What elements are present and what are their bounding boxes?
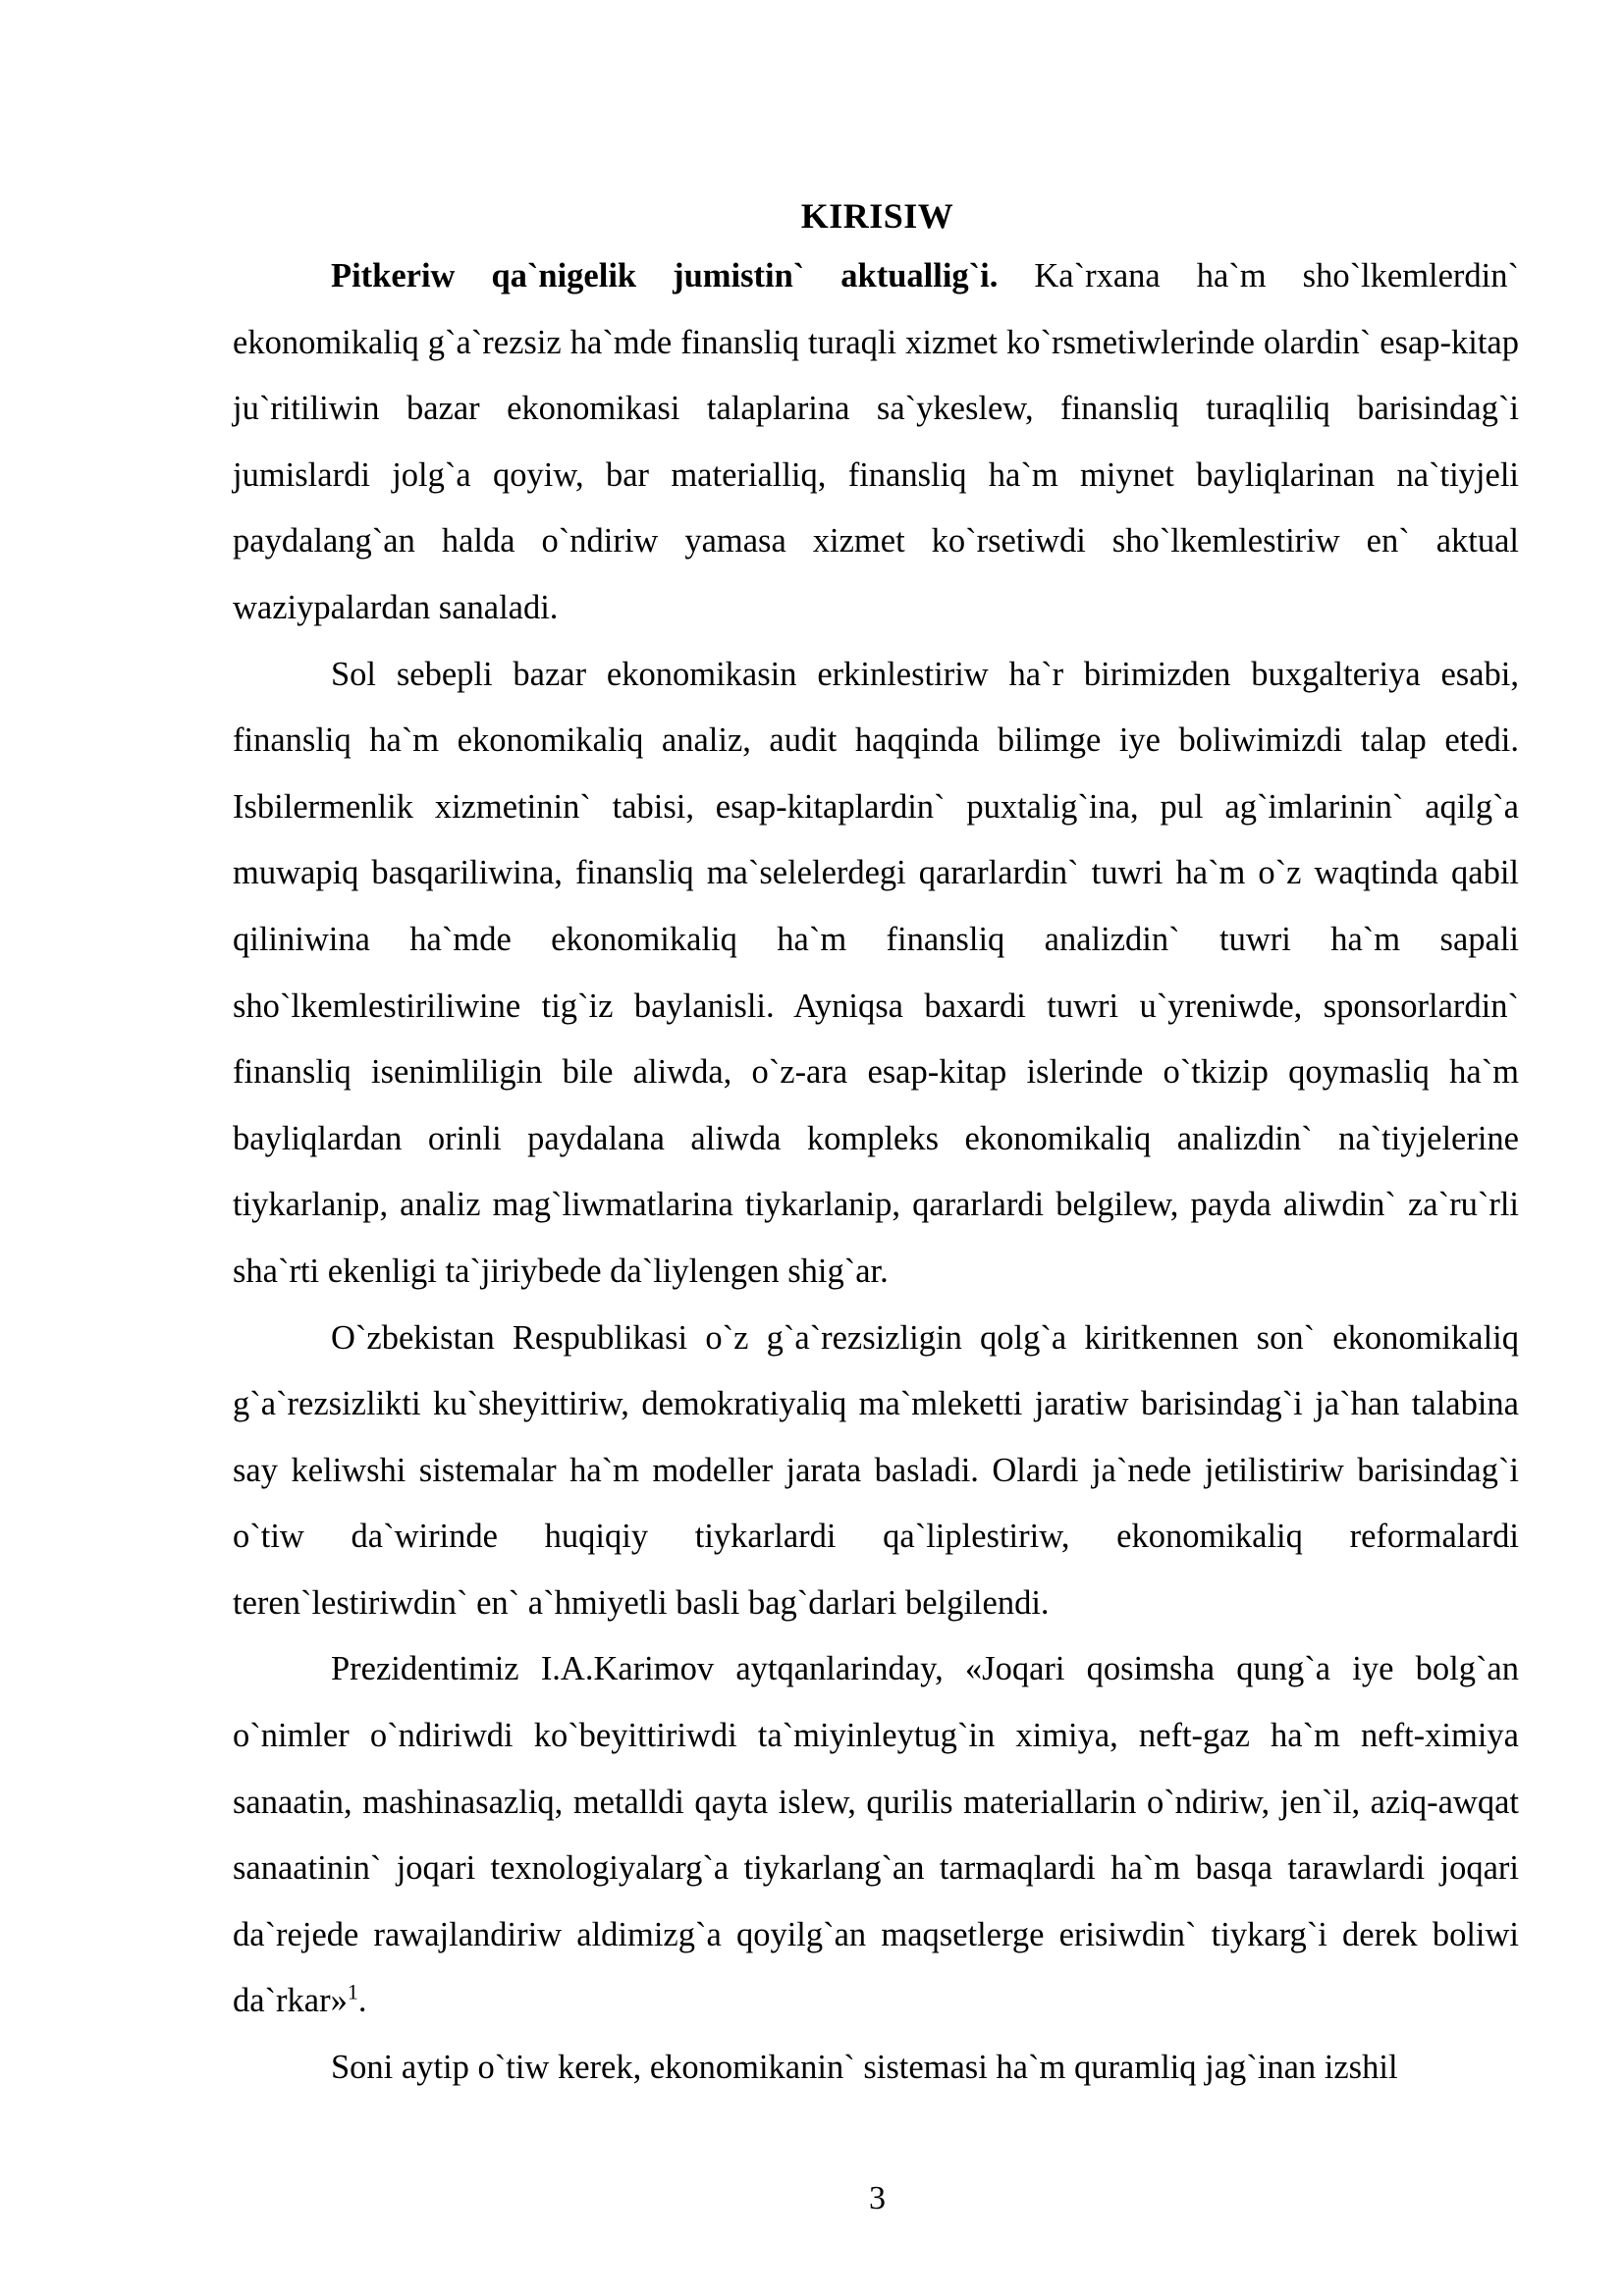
- page-number: 3: [869, 2180, 886, 2216]
- paragraph-text: Sol sebepli bazar ekonomikasin erkinlestiriw ha`r birimizden buxgalteriya esabi, finansliq ha`m ekonomikaliq analiz, audit haqqinda bilimge iye boliwimizdi talap etedi. Isbilermenlik xizmetinin` tabisi, esap-kitaplardin` puxtalig`ina, pul ag`imlarinin` aqilg`a muwapiq basqariliwina, finansliq ma`selelerdegi qararlardin` tuwri ha`m o`z waqtinda qabil qiliniwina ha`mde ekonomikaliq ha`m finansliq analizdin` tuwri ha`m sapali sho`lkemlestiriliwine tig`iz baylanisli. Ayniqsa baxardi tuwri u`yreniwde, sponsorlardin` finansliq isenimliligin bile aliwda, o`z-ara esap-kitap islerinde o`tkizip qoymasliq ha`m bayliqlardan orinli paydalana aliwda kompleks ekonomikaliq analizdin` na`tiyjelerine tiykarlanip, analiz mag`liwmatlarina tiykarlanip, qararlardi belgilew, payda aliwdin` za`ru`rli sha`rti ekenligi ta`jiriybede da`liylengen shig`ar.: [233, 655, 1519, 1290]
- paragraph-lead: Pitkeriw qa`nigelik jumistin` aktuallig`i.: [331, 257, 999, 294]
- paragraph-4: [233, 1636, 1519, 2035]
- paragraph-text: Soni aytip o`tiw kerek, ekonomikanin` sistemasi ha`m quramliq jag`inan izshil: [331, 2049, 1398, 2087]
- paragraph-text: Ka`rxana ha`m sho`lkemlerdin` ekonomikaliq g`a`rezsiz ha`mde finansliq turaqli xizmet ko`rsmetiwlerinde olardin` esap-kitap ju`ritiliwin bazar ekonomikasi talaplarina sa`ykeslew, finansliq turaqliliq barisindag`i jumislardi jolg`a qoyiw, bar materialliq, finansliq ha`m miynet bayliqlarinan na`tiyjeli paydalang`an halda o`ndiriw yamasa xizmet ko`rsetiwdi sho`lkemlestiriw en` aktual waziypalardan sanaladi.: [233, 257, 1519, 626]
- footnote-reference[interactable]: 1: [347, 1979, 358, 2004]
- paragraph-text: Prezidentimiz I.A.Karimov aytqanlarinday, «Joqari qosimsha qung`a iye bolg`an o`nimler o`ndiriwdi ko`beyittiriwdi ta`miyinleytug`in ximiya, neft-gaz ha`m neft-ximiya sanaatin, mashinasazliq, metalldi qayta islew, qurilis materiallarin o`ndiriw, jen`il, aziq-awqat sanaatinin` joqari texnologiyalarg`a tiykarlang`an tarmaqlardi ha`m basqa tarawlardi joqari da`rejede rawajlandiriw aldimizg`a qoyilg`an maqsetlerge erisiwdin` tiykarg`i derek boliwi da`rkar»: [233, 1650, 1519, 2020]
- paragraph-text: O`zbekistan Respublikasi o`z g`a`rezsizligin qolg`a kiritkennen son` ekonomikaliq g`a`rezsizlikti ku`sheyittiriw, demokratiyaliq ma`mleketti jaratiw barisindag`i ja`han talabina say keliwshi sistemalar ha`m modeller jarata basladi. Olardi ja`nede jetilistiriw barisindag`i o`tiw da`wirinde huqiqiy tiykarlardi qa`liplestiriw, ekonomikaliq reformalardi teren`lestiriwdin` en` a`hmiyetli basli bag`darlari belgilendi.: [233, 1318, 1519, 1622]
- paragraph-1: [233, 243, 1519, 642]
- body-text: [233, 243, 1519, 2102]
- section-heading: KIRISIW: [800, 196, 954, 236]
- paragraph-tail: .: [357, 1982, 367, 2020]
- paragraph-2: [233, 642, 1519, 1306]
- paragraph-3: [233, 1306, 1519, 1637]
- paragraph-5: [233, 2035, 1519, 2102]
